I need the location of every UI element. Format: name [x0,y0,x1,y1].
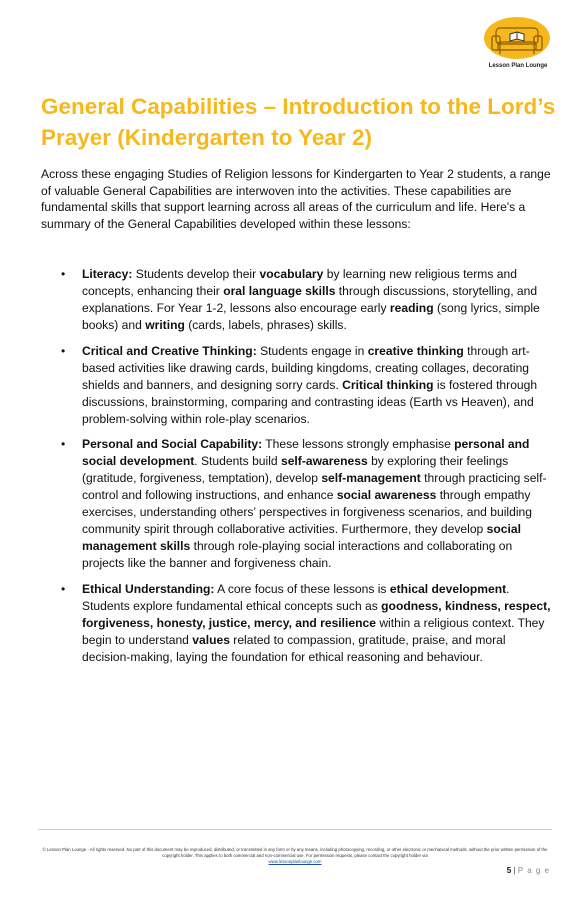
list-item [41,581,551,666]
bold-term: social management skills [82,522,521,553]
bullet-icon: • [61,437,66,451]
body-text: by exploring their feelings (gratitude, forgiveness, temptation), develop [82,454,509,485]
page-number-value: 5 [506,866,512,875]
bold-term: Ethical Understanding: [82,581,215,596]
page-separator: | [513,866,516,875]
logo-text: Lesson Plan Lounge [488,63,548,69]
bold-term: self-awareness [280,454,368,468]
bold-term: self-management [321,471,421,485]
body-text: (song lyrics, simple books) and [82,301,540,332]
page-number [507,866,550,875]
body-text: within a religious context. They begin to understand [82,615,545,647]
body-text: through empathy exercises, understanding others’ perspectives in forgiveness scenarios, and building community spirit through collaborative activities. Furthermore, they develop [82,488,532,536]
body-text: A core focus of these lessons is [214,581,390,596]
couch-with-open-book-icon [482,16,552,66]
body-text: through role-playing social interactions and collaborating on projects like the banner and forgiveness chain. [82,539,513,570]
body-text: is fostered through discussions, brainstorming, comparing and contrasting ideas (Earth vs Heaven), and problem-solving within role-play scenarios. [82,377,538,426]
bullet-icon: • [61,267,66,281]
bold-term: Critical thinking [342,377,434,392]
intro-paragraph: Across these engaging Studies of Religion lessons for Kindergarten to Year 2 students, a range of valuable General Capabilities are interwoven into the activities. These capabilities are fundamental skills that support learning across all areas of the curriculum and life. Here's a summary of the General Capabilities developed within these lessons: [41,167,551,231]
body-text: through art-based activities like drawing cards, building kingdoms, creating collages, decorating shields and banners, and designing sorry cards. [82,343,530,392]
bullet-icon: • [61,581,66,596]
body-text: by learning new religious terms and concepts, enhancing their [82,267,517,298]
bold-term: Critical and Creative Thinking: [82,343,257,358]
bold-term: writing [145,318,185,332]
list-item [41,343,551,428]
page-label: P a g e [517,866,550,875]
list-item [41,436,551,572]
bold-term: social awareness [336,488,437,502]
bullet-icon: • [61,343,66,358]
body-text: Students develop their [132,267,260,281]
bold-term: oral language skills [223,284,336,298]
body-text: These lessons strongly emphasise [262,437,455,451]
footer-divider [38,829,552,830]
copyright-text: © Lesson Plan Lounge - All rights reserved. No part of this document may be reproduced, distributed, or transmitted in any form or by any means, including photocopying, recording, or other electronic or mechanical methods, without the prior written permission of the copyright holder. This applies to both commercial and non-commercial use. For permission requests, please contact the copyright holder via [42,847,548,858]
body-text: (cards, labels, phrases) skills. [184,318,347,332]
bold-term: ethical development [389,581,507,596]
body-text: through practicing self-control and following instructions, and enhance [82,471,547,502]
body-text: related to compassion, gratitude, praise, and moral decision-making, laying the foundation for ethical reasoning and behaviour. [82,632,506,664]
bold-term: Personal and Social Capability: [82,437,263,451]
bold-term: personal and social development [82,437,530,468]
body-text: . Students build [194,454,281,468]
body-text: . Students explore fundamental ethical concepts such as [82,581,510,613]
bold-term: vocabulary [259,267,324,281]
list-item [41,266,551,334]
bold-term: values [192,632,230,647]
bold-term: creative thinking [367,343,464,358]
copyright-footer [40,847,550,865]
body-text: Students engage in [256,343,368,358]
page-title: General Capabilities – Introduction to the Lord’s Prayer (Kindergarten to Year 2) [41,94,556,150]
capabilities-list [41,266,551,674]
bold-term: Literacy: [82,267,133,281]
bold-term: goodness, kindness, respect, forgiveness, honesty, justice, mercy, and resilience [82,598,551,630]
bold-term: reading [389,301,434,315]
body-text: through discussions, storytelling, and explanations. For Year 1-2, lessons also encourage early [82,284,538,315]
website-link[interactable]: www.lessonplanlounge.com [268,859,322,864]
